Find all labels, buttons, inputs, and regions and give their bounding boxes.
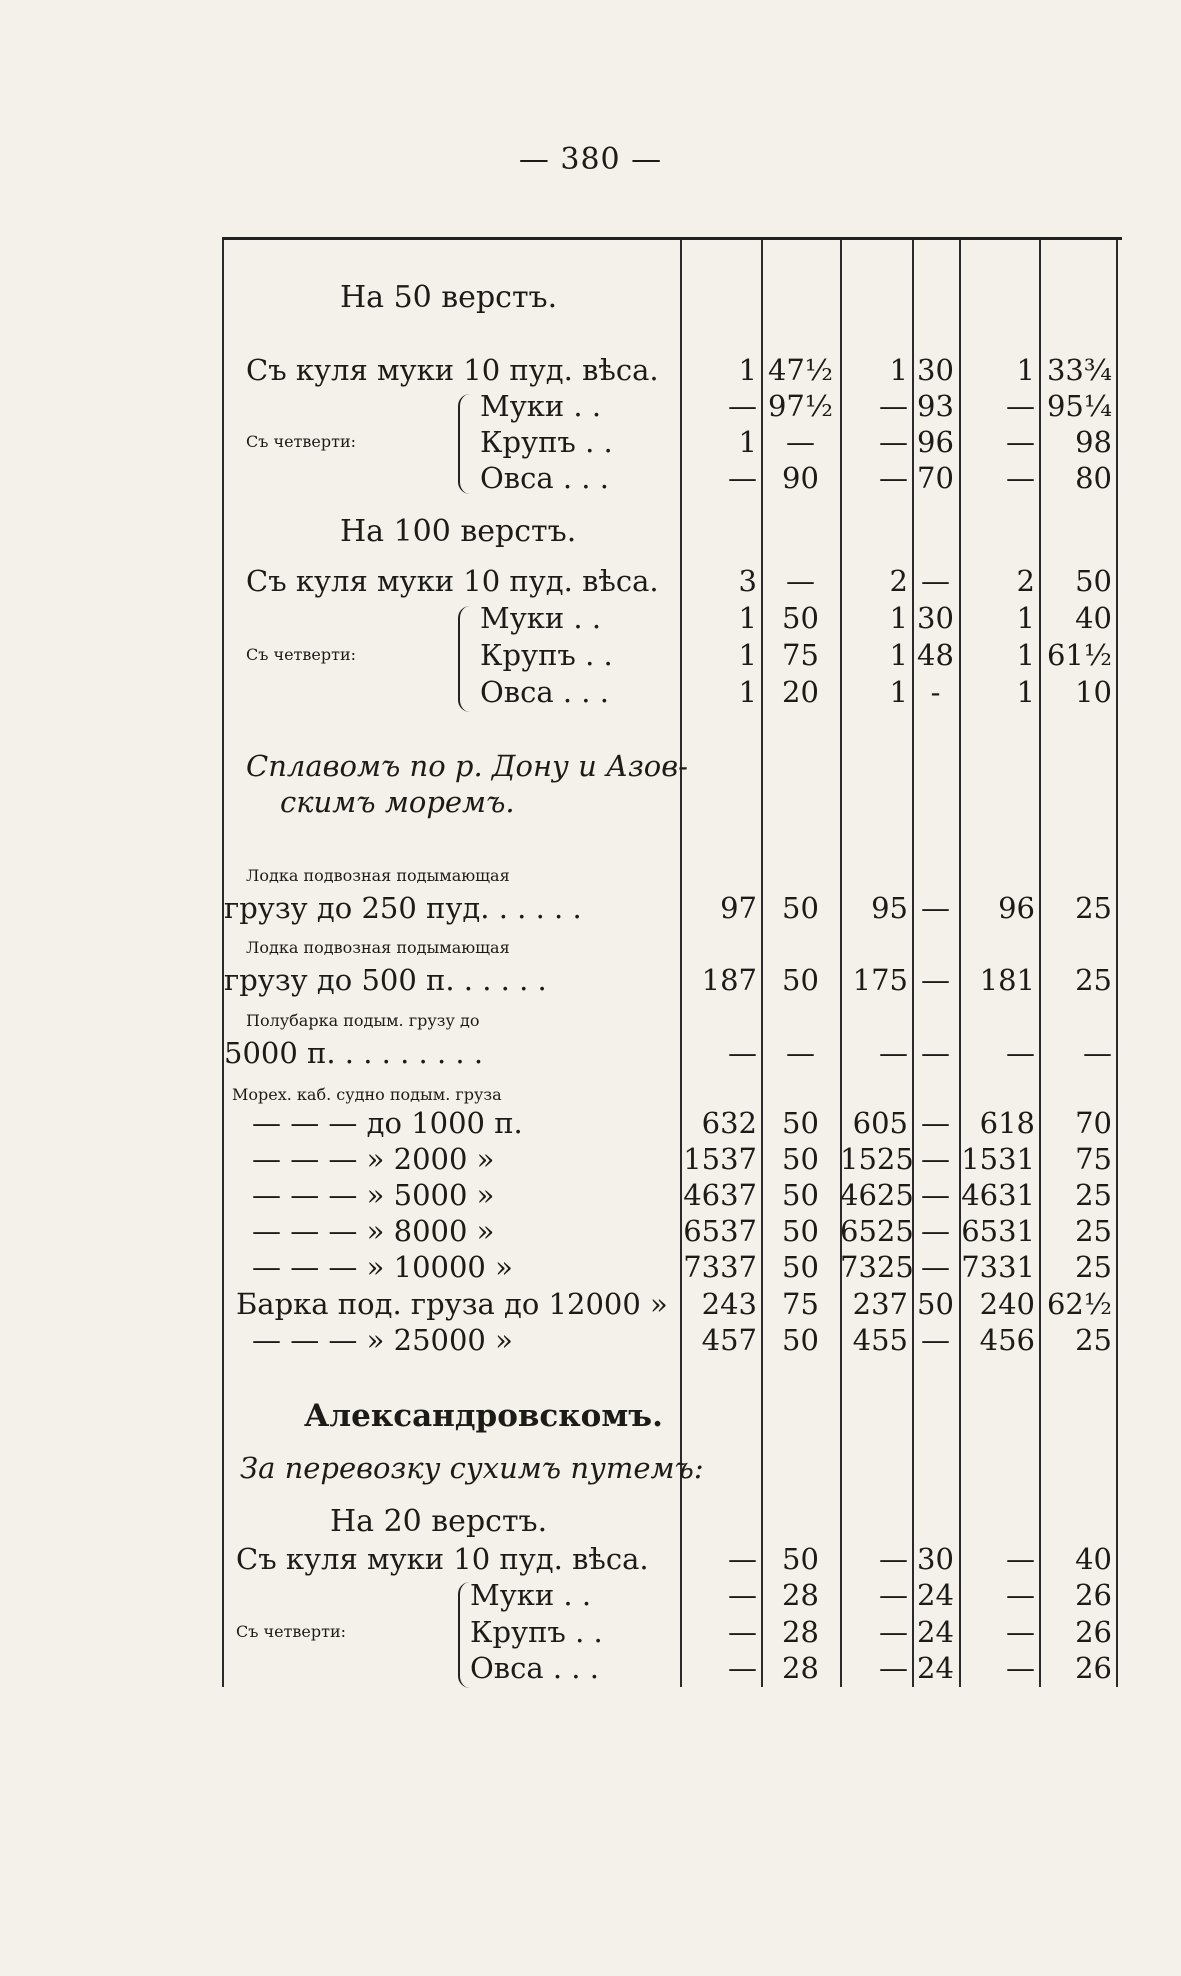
row-label: Съ куля муки 10 пуд. вѣса. — [246, 353, 659, 387]
table-cell: — — [879, 1615, 908, 1649]
table-cell: 75 — [782, 1287, 819, 1321]
table-cell: — — [921, 1142, 950, 1176]
row-label: Крупъ . . — [480, 425, 613, 459]
table-cell: — — [786, 564, 815, 598]
table-cell: 237 — [852, 1287, 908, 1321]
table-cell: 240 — [979, 1287, 1035, 1321]
table-cell: 7325 — [840, 1250, 914, 1284]
row-label: грузу до 250 пуд. . . . . . — [224, 891, 582, 925]
table-cell: — — [728, 1542, 757, 1576]
table-cell: — — [879, 389, 908, 423]
table-cell: 632 — [701, 1106, 757, 1140]
table-cell: — — [879, 1578, 908, 1612]
table-cell: — — [1006, 1542, 1035, 1576]
table-cell: 1 — [889, 675, 908, 709]
table-cell: 1 — [738, 675, 757, 709]
table-cell: — — [728, 1578, 757, 1612]
table-cell: 50 — [1075, 564, 1112, 598]
table-cell: 28 — [782, 1615, 819, 1649]
table-cell: 243 — [701, 1287, 757, 1321]
table-cell: 24 — [917, 1615, 954, 1649]
table-row — [222, 424, 1122, 460]
row-label: Овса . . . — [470, 1651, 599, 1685]
table-cell: 181 — [979, 963, 1035, 997]
row-label-line1: Лодка подвозная подымающая — [246, 938, 510, 957]
table-cell: 28 — [782, 1651, 819, 1685]
table-cell: - — [930, 675, 941, 709]
table-cell: 97 — [720, 891, 757, 925]
row-label: Муки . . — [480, 389, 602, 423]
table-cell: 26 — [1075, 1578, 1112, 1612]
brace-decoration — [458, 606, 470, 712]
row-label: — — — » 8000 » — [252, 1214, 495, 1248]
table-cell: 24 — [917, 1578, 954, 1612]
table-cell: — — [921, 564, 950, 598]
table-cell: 98 — [1075, 425, 1112, 459]
table-cell: 4637 — [683, 1178, 757, 1212]
table-cell: 25 — [1075, 891, 1112, 925]
table-cell: 1 — [889, 353, 908, 387]
table-cell: 25 — [1075, 1178, 1112, 1212]
table-cell: — — [879, 461, 908, 495]
table-cell: 80 — [1075, 461, 1112, 495]
table-cell: — — [879, 425, 908, 459]
table-cell: 175 — [852, 963, 908, 997]
table-row — [222, 1577, 1122, 1613]
table-cell: 187 — [701, 963, 757, 997]
table-row — [222, 1249, 1122, 1285]
row-label: — — — » 5000 » — [252, 1178, 495, 1212]
table-cell: 33¾ — [1046, 353, 1112, 387]
section-heading: На 100 верстъ. — [340, 514, 577, 549]
row-label-line1: Морех. каб. судно подым. груза — [232, 1085, 502, 1104]
table-cell: 50 — [782, 1323, 819, 1357]
table-cell: — — [786, 1036, 815, 1070]
table-cell: — — [921, 1323, 950, 1357]
table-cell: 25 — [1075, 1214, 1112, 1248]
table-cell: 50 — [782, 601, 819, 635]
table-cell: 4625 — [840, 1178, 914, 1212]
row-label: Барка под. груза до 12000 » — [236, 1287, 668, 1321]
table-row — [222, 962, 1122, 998]
table-cell: 25 — [1075, 963, 1112, 997]
group-label: Съ четверти: — [246, 432, 357, 451]
table-row — [222, 1177, 1122, 1213]
table-row — [222, 1541, 1122, 1577]
table-row — [222, 1650, 1122, 1686]
row-label-line1: Лодка подвозная подымающая — [246, 866, 510, 885]
table-cell: — — [879, 1542, 908, 1576]
table-cell: 75 — [782, 638, 819, 672]
table-cell: 93 — [917, 389, 954, 423]
table-cell: 2 — [889, 564, 908, 598]
section-heading: На 50 верстъ. — [340, 280, 558, 315]
table-cell: 90 — [782, 461, 819, 495]
table-cell: 1 — [1016, 638, 1035, 672]
table-cell: 1537 — [683, 1142, 757, 1176]
table-cell: — — [1006, 425, 1035, 459]
table-cell: — — [728, 1651, 757, 1685]
table-cell: 95 — [871, 891, 908, 925]
table-cell: 30 — [917, 601, 954, 635]
table-cell: 1 — [1016, 353, 1035, 387]
section-title: Александровскомъ. — [304, 1398, 663, 1434]
table-cell: — — [921, 1250, 950, 1284]
table-row — [222, 1141, 1122, 1177]
table-cell: 455 — [852, 1323, 908, 1357]
table-cell: 1525 — [840, 1142, 914, 1176]
table-cell: — — [921, 1178, 950, 1212]
row-label: Съ куля муки 10 пуд. вѣса. — [236, 1542, 649, 1576]
table-cell: — — [1006, 461, 1035, 495]
row-label: Съ куля муки 10 пуд. вѣса. — [246, 564, 659, 598]
table-cell: 618 — [979, 1106, 1035, 1140]
table-cell: 10 — [1075, 675, 1112, 709]
table-row — [222, 352, 1122, 388]
table-cell: 30 — [917, 353, 954, 387]
table-cell: 70 — [917, 461, 954, 495]
page-number: — 380 — — [518, 142, 663, 177]
table-row — [222, 1105, 1122, 1141]
row-label: Крупъ . . — [480, 638, 613, 672]
table-cell: — — [921, 963, 950, 997]
table-row — [222, 1322, 1122, 1358]
table-cell: 30 — [917, 1542, 954, 1576]
table-cell: 62½ — [1046, 1287, 1112, 1321]
table-cell: — — [1006, 1651, 1035, 1685]
table-cell: 25 — [1075, 1250, 1112, 1284]
table-cell: — — [728, 389, 757, 423]
brace-decoration — [458, 1582, 470, 1688]
table-cell: 7331 — [961, 1250, 1035, 1284]
table-cell: 1 — [738, 353, 757, 387]
table-row — [222, 600, 1122, 636]
table-cell: 3 — [738, 564, 757, 598]
table-cell: 1 — [1016, 675, 1035, 709]
table-cell: 25 — [1075, 1323, 1112, 1357]
table-row — [222, 563, 1122, 599]
table-cell: — — [921, 1214, 950, 1248]
table-cell: 97½ — [767, 389, 833, 423]
table-row — [222, 460, 1122, 496]
table-cell: 50 — [782, 1178, 819, 1212]
table-cell: 1 — [889, 601, 908, 635]
row-label: — — — » 25000 » — [252, 1323, 513, 1357]
table-cell: 50 — [782, 1142, 819, 1176]
table-cell: 24 — [917, 1651, 954, 1685]
table-cell: 6537 — [683, 1214, 757, 1248]
table-cell: 50 — [782, 1106, 819, 1140]
table-row — [222, 674, 1122, 710]
table-cell: 70 — [1075, 1106, 1112, 1140]
row-label: Муки . . — [480, 601, 602, 635]
table-cell: 457 — [701, 1323, 757, 1357]
table-cell: — — [1006, 389, 1035, 423]
table-row — [222, 388, 1122, 424]
table-cell: 40 — [1075, 601, 1112, 635]
row-label: Овса . . . — [480, 675, 609, 709]
table-cell: 50 — [782, 1250, 819, 1284]
row-label: Муки . . — [470, 1578, 592, 1612]
table-cell: 50 — [917, 1287, 954, 1321]
table-cell: 6531 — [961, 1214, 1035, 1248]
table-cell: 48 — [917, 638, 954, 672]
table-cell: 6525 — [840, 1214, 914, 1248]
row-label: — — — до 1000 п. — [252, 1106, 523, 1140]
table-cell: 1 — [738, 638, 757, 672]
table-row — [222, 1286, 1122, 1322]
row-label: 5000 п. . . . . . . . . — [224, 1036, 484, 1070]
table-row — [222, 890, 1122, 926]
table-cell: — — [1006, 1036, 1035, 1070]
table-cell: 2 — [1016, 564, 1035, 598]
section-heading-line2: скимъ моремъ. — [280, 785, 515, 819]
table-cell: — — [728, 461, 757, 495]
table-cell: — — [1083, 1036, 1112, 1070]
table-cell: 75 — [1075, 1142, 1112, 1176]
row-label: грузу до 500 п. . . . . . — [224, 963, 547, 997]
table-cell: — — [728, 1036, 757, 1070]
table-cell: 28 — [782, 1578, 819, 1612]
table-cell: 95¼ — [1046, 389, 1112, 423]
table-cell: — — [728, 1615, 757, 1649]
row-label: Крупъ . . — [470, 1615, 603, 1649]
table-cell: 96 — [998, 891, 1035, 925]
table-cell: — — [1006, 1615, 1035, 1649]
table-cell: 605 — [852, 1106, 908, 1140]
table-row — [222, 1213, 1122, 1249]
table-cell: 1531 — [961, 1142, 1035, 1176]
table-cell: 1 — [1016, 601, 1035, 635]
table-row — [222, 637, 1122, 673]
section-heading: На 20 верстъ. — [330, 1504, 548, 1539]
table-cell: 456 — [979, 1323, 1035, 1357]
table-cell: — — [879, 1651, 908, 1685]
table-cell: 1 — [889, 638, 908, 672]
row-label: — — — » 10000 » — [252, 1250, 513, 1284]
table-cell: 4631 — [961, 1178, 1035, 1212]
section-heading-line1: Сплавомъ по р. Дону и Азов- — [246, 749, 688, 783]
table-cell: — — [786, 425, 815, 459]
table-row — [222, 1035, 1122, 1071]
group-label: Съ четверти: — [236, 1622, 347, 1641]
table-cell: 20 — [782, 675, 819, 709]
table-cell: 50 — [782, 1542, 819, 1576]
table-cell: — — [921, 891, 950, 925]
table-cell: 47½ — [767, 353, 833, 387]
table-row — [222, 1614, 1122, 1650]
table-cell: 50 — [782, 963, 819, 997]
table-cell: 26 — [1075, 1651, 1112, 1685]
row-label: Овса . . . — [480, 461, 609, 495]
brace-decoration — [458, 394, 470, 494]
table-cell: — — [921, 1036, 950, 1070]
table-cell: — — [879, 1036, 908, 1070]
row-label-line1: Полубарка подым. грузу до — [246, 1011, 480, 1030]
table-cell: 7337 — [683, 1250, 757, 1284]
table-cell: 50 — [782, 1214, 819, 1248]
table-cell: 50 — [782, 891, 819, 925]
section-subtitle: За перевозку сухимъ путемъ: — [240, 1451, 704, 1485]
table-cell: 26 — [1075, 1615, 1112, 1649]
table-cell: 61½ — [1046, 638, 1112, 672]
group-label: Съ четверти: — [246, 645, 357, 664]
row-label: — — — » 2000 » — [252, 1142, 495, 1176]
table-cell: 1 — [738, 601, 757, 635]
table-cell: 96 — [917, 425, 954, 459]
table-cell: 1 — [738, 425, 757, 459]
table-cell: — — [921, 1106, 950, 1140]
table-cell: — — [1006, 1578, 1035, 1612]
table-cell: 40 — [1075, 1542, 1112, 1576]
